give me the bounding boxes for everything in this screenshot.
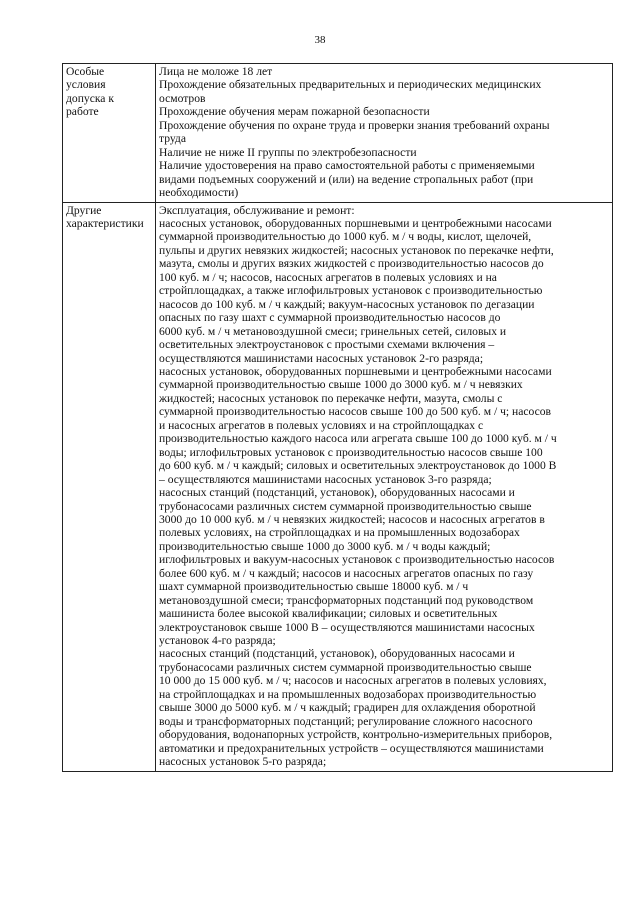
paragraph	[159, 365, 609, 486]
paragraph	[159, 78, 609, 105]
paragraph	[159, 119, 609, 146]
paragraph	[159, 65, 609, 78]
text-line: Лица не моложе 18 лет	[159, 65, 273, 78]
text-line: Наличие не ниже II группы по электробезопасности	[159, 145, 417, 159]
text-line: до 600 куб. м / ч каждый; силовых и осветительных электроустановок до 1000 В	[159, 459, 557, 473]
text-line: Прохождение обучения мерам пожарной безопасности	[159, 105, 430, 119]
paragraph	[159, 105, 609, 118]
text-line: осуществляются машинистами насосных установок 2-го разряда;	[159, 351, 484, 365]
text-line: 6000 куб. м / ч метановоздушной смеси; гринельных сетей, силовых и	[159, 324, 507, 338]
text-line: насосов до 100 куб. м / ч каждый; вакуум-насосных установок по дегазации	[159, 297, 535, 311]
text-line: метановоздушной смеси; трансформаторных подстанций под руководством	[159, 593, 534, 607]
paragraph	[159, 146, 609, 159]
text-line: насосных установок, оборудованных поршневыми и центробежными насосами	[159, 364, 552, 378]
text-line: Наличие удостоверения на право самостоятельной работы с применяемыми	[159, 159, 535, 173]
requirements-table	[62, 63, 613, 772]
text-line: Эксплуатация, обслуживание и ремонт:	[159, 203, 355, 217]
page-number: 38	[314, 34, 326, 46]
text-line: мазута, смолы и других вязких жидкостей с производительностью насосов до	[159, 257, 544, 271]
paragraph	[159, 647, 609, 768]
text-line: пульпы и других невязких жидкостей; насосных установок по перекачке нефти,	[159, 243, 554, 257]
table-row	[63, 64, 613, 203]
text-line: более 600 куб. м / ч каждый; насосов и насосных агрегатов опасных по газу	[159, 566, 534, 580]
text-line: оборудования, водонапорных устройств, контрольно-измерительных приборов,	[159, 728, 553, 742]
text-line: труда	[159, 132, 186, 146]
text-line: необходимости)	[159, 186, 239, 200]
text-line: 3000 до 10 000 куб. м / ч невязких жидкостей; насосов и насосных агрегатов в	[159, 512, 545, 526]
row-content	[156, 202, 613, 771]
text-line: суммарной производительностью до 1000 куб. м / ч воды, кислот, щелочей,	[159, 230, 532, 244]
text-line: производительностью каждого насоса или агрегата свыше 100 до 1000 куб. м / ч	[159, 432, 557, 446]
paragraph	[159, 486, 609, 647]
label-line: допуска к	[66, 91, 114, 105]
text-line: 100 куб. м / ч; насосов, насосных агрегатов в полевых условиях и на	[159, 270, 497, 284]
text-line: шахт суммарной производительностью свыше 18000 куб. м / ч	[159, 580, 469, 594]
text-line: насосных установок, оборудованных поршневыми и центробежными насосами	[159, 216, 552, 230]
text-line: производительностью свыше 1000 до 3000 куб. м / ч воды каждый;	[159, 539, 491, 553]
text-line: свыше 3000 до 5000 куб. м / ч каждый; градирен для охлаждения оборотной	[159, 701, 536, 715]
text-line: трубонасосами различных систем суммарной производительностью свыше	[159, 660, 532, 674]
text-line: воды; иглофильтровых установок с производительностью насосов свыше 100	[159, 445, 543, 459]
text-line: – осуществляются машинистами насосных установок 3-го разряда;	[159, 472, 492, 486]
text-line: машиниста более высокой квалификации; силовых и осветительных	[159, 607, 498, 621]
text-line: стройплощадках, а также иглофильтровых установок с производительностью	[159, 284, 543, 298]
label-line: характеристики	[66, 216, 144, 230]
text-line: установок 4-го разряда;	[159, 634, 276, 648]
text-line: и насосных агрегатов в полевых условиях и на стройплощадках с	[159, 418, 484, 432]
text-line: суммарной производительностью насосов свыше 100 до 500 куб. м / ч; насосов	[159, 405, 552, 419]
text-line: осветительных электроустановок с простыми схемами включения –	[159, 338, 495, 352]
paragraph	[159, 159, 609, 199]
text-line: Прохождение обязательных предварительных и периодических медицинских	[159, 78, 542, 92]
text-line: Прохождение обучения по охране труда и проверки знания требований охраны	[159, 118, 550, 132]
paragraph	[159, 204, 609, 217]
row-content	[156, 64, 613, 203]
table-row	[63, 202, 613, 771]
text-line: 10 000 до 15 000 куб. м / ч; насосов и насосных агрегатов в полевых условиях,	[159, 674, 547, 688]
text-line: трубонасосами различных систем суммарной производительностью свыше	[159, 499, 532, 513]
label-line: условия	[66, 78, 106, 92]
row-label	[63, 202, 156, 771]
text-line: насосных установок 5-го разряда;	[159, 755, 327, 769]
text-line: автоматики и предохранительных устройств – осуществляются машинистами	[159, 741, 544, 755]
text-line: насосных станций (подстанций, установок), оборудованных насосами и	[159, 647, 515, 661]
text-line: видами подъемных сооружений и (или) на ведение стропальных работ (при	[159, 172, 534, 186]
text-line: насосных станций (подстанций, установок), оборудованных насосами и	[159, 486, 515, 500]
text-line: на стройплощадках и на промышленных водозаборах производительностью	[159, 687, 537, 701]
text-line: осмотров	[159, 91, 206, 105]
text-line: суммарной производительностью свыше 1000 до 3000 куб. м / ч невязких	[159, 378, 523, 392]
text-line: электроустановок свыше 1000 В – осуществляются машинистами насосных	[159, 620, 535, 634]
paragraph	[159, 217, 609, 365]
row-label	[63, 64, 156, 203]
text-line: иглофильтровых и вакуум-насосных установок с производительностью насосов	[159, 553, 555, 567]
text-line: жидкостей; насосных установок по перекачке нефти, мазута, смолы с	[159, 391, 503, 405]
label-line: Особые	[66, 65, 105, 78]
text-line: полевых условиях, на стройплощадках и на промышленных водозаборах	[159, 526, 520, 540]
text-line: опасных по газу шахт с суммарной производительностью насосов до	[159, 311, 501, 325]
text-line: воды и трансформаторных подстанций; регулирование сложного насосного	[159, 714, 533, 728]
label-line: работе	[66, 105, 99, 119]
label-line: Другие	[66, 203, 102, 217]
